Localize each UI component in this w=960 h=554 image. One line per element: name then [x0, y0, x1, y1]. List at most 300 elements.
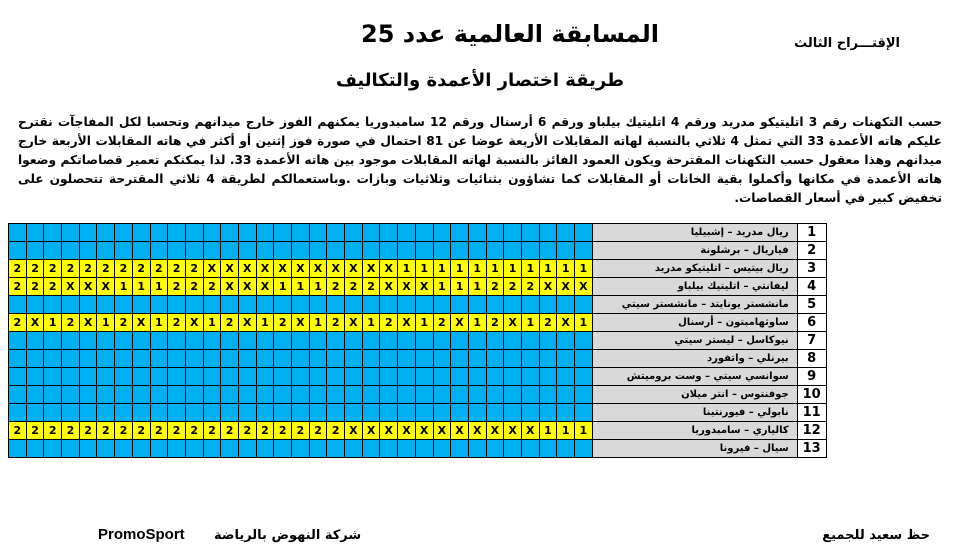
pick-cell: X [486, 422, 504, 440]
pick-cell [451, 242, 469, 260]
pick-cell [539, 332, 557, 350]
pick-cell: 2 [9, 260, 27, 278]
pick-cell: X [415, 278, 433, 296]
pick-cell: 2 [132, 422, 150, 440]
pick-cell [345, 242, 363, 260]
pick-cell [362, 242, 380, 260]
pick-cell [132, 296, 150, 314]
pick-cell [97, 404, 115, 422]
pick-cell: 1 [44, 314, 62, 332]
pick-cell [44, 242, 62, 260]
pick-cell [504, 404, 522, 422]
pick-cell [185, 368, 203, 386]
pick-cell [362, 404, 380, 422]
pick-cell: X [221, 260, 239, 278]
pick-cell [97, 368, 115, 386]
pick-cell [557, 386, 575, 404]
match-number: 2 [797, 242, 826, 260]
match-row [9, 278, 827, 296]
pick-cell [451, 332, 469, 350]
pick-cell [79, 404, 97, 422]
pick-cell [97, 440, 115, 458]
pick-cell: 1 [203, 314, 221, 332]
pick-cell: 2 [168, 314, 186, 332]
pick-cell [309, 242, 327, 260]
pick-cell [221, 242, 239, 260]
pick-cell [309, 224, 327, 242]
pick-cell [468, 242, 486, 260]
match-row [9, 404, 827, 422]
pick-cell [309, 440, 327, 458]
pick-cell [150, 440, 168, 458]
pick-cell [557, 296, 575, 314]
pick-cell: 1 [433, 260, 451, 278]
pick-cell [274, 404, 292, 422]
pick-cell [292, 242, 310, 260]
pick-cell [150, 224, 168, 242]
pick-cell: X [521, 422, 539, 440]
pick-cell [468, 332, 486, 350]
pick-cell [97, 242, 115, 260]
pick-cell [26, 332, 44, 350]
pick-cell: 2 [185, 260, 203, 278]
pick-cell [345, 350, 363, 368]
pick-cell: X [62, 278, 80, 296]
pick-cell [468, 224, 486, 242]
pick-cell [26, 224, 44, 242]
pick-cell [44, 224, 62, 242]
pick-cell [26, 404, 44, 422]
match-name: سوانسي سيتي – وست بروميتش [592, 368, 797, 386]
pick-cell [150, 332, 168, 350]
pick-cell: X [504, 422, 522, 440]
pick-cell [238, 296, 256, 314]
pick-cell [398, 386, 416, 404]
pick-cell [26, 440, 44, 458]
pick-cell [486, 350, 504, 368]
pick-cell [539, 440, 557, 458]
match-row [9, 296, 827, 314]
pick-cell: 1 [398, 260, 416, 278]
pick-cell: 2 [79, 260, 97, 278]
pick-cell [575, 242, 593, 260]
pick-cell [327, 224, 345, 242]
pick-cell [62, 332, 80, 350]
pick-cell [203, 224, 221, 242]
pick-cell [380, 440, 398, 458]
pick-cell [433, 350, 451, 368]
pick-cell [292, 386, 310, 404]
pick-cell: 2 [221, 422, 239, 440]
pick-cell [327, 242, 345, 260]
pick-cell [168, 404, 186, 422]
pick-cell [468, 368, 486, 386]
pick-cell [504, 440, 522, 458]
pick-cell [168, 440, 186, 458]
pick-cell [150, 386, 168, 404]
pick-cell [309, 296, 327, 314]
pick-cell: 2 [62, 260, 80, 278]
pick-cell [9, 224, 27, 242]
pick-cell [380, 386, 398, 404]
pick-cell: 2 [9, 278, 27, 296]
pick-cell [557, 368, 575, 386]
pick-cell [79, 332, 97, 350]
match-row [9, 224, 827, 242]
pick-cell: X [468, 422, 486, 440]
pick-cell [256, 332, 274, 350]
pick-cell [238, 386, 256, 404]
pick-cell [150, 350, 168, 368]
match-name: ليفانتي – اتليتيك بيلباو [592, 278, 797, 296]
match-number: 6 [797, 314, 826, 332]
pick-cell [433, 224, 451, 242]
pick-cell [415, 296, 433, 314]
pick-cell [398, 242, 416, 260]
pick-cell [203, 296, 221, 314]
pick-cell [238, 350, 256, 368]
pick-cell [433, 386, 451, 404]
pick-cell [398, 440, 416, 458]
pick-cell [238, 224, 256, 242]
pick-cell: 1 [150, 278, 168, 296]
pick-cell [292, 368, 310, 386]
prediction-grid [8, 223, 827, 458]
pick-cell [26, 386, 44, 404]
pick-cell [203, 332, 221, 350]
pick-cell [521, 224, 539, 242]
pick-cell: 1 [115, 278, 133, 296]
match-number: 8 [797, 350, 826, 368]
pick-cell [9, 350, 27, 368]
pick-cell [380, 296, 398, 314]
pick-cell: 1 [521, 260, 539, 278]
pick-cell [62, 386, 80, 404]
pick-cell [362, 440, 380, 458]
pick-cell: 2 [168, 278, 186, 296]
pick-cell [97, 350, 115, 368]
pick-cell [79, 224, 97, 242]
pick-cell [504, 386, 522, 404]
pick-cell [539, 350, 557, 368]
match-name: مانشستر يونايتد – مانشستر سيتي [592, 296, 797, 314]
match-row [9, 350, 827, 368]
match-row [9, 260, 827, 278]
pick-cell [521, 440, 539, 458]
pick-cell [415, 368, 433, 386]
pick-cell [521, 296, 539, 314]
pick-cell [44, 386, 62, 404]
footer-slogan: حظ سعيد للجميع [822, 528, 930, 543]
pick-cell [115, 350, 133, 368]
pick-cell [345, 332, 363, 350]
pick-cell: 2 [486, 314, 504, 332]
pick-cell [292, 440, 310, 458]
pick-cell: 1 [415, 260, 433, 278]
pick-cell [433, 296, 451, 314]
pick-cell [115, 242, 133, 260]
pick-cell: 2 [521, 278, 539, 296]
pick-cell [362, 368, 380, 386]
match-number: 11 [797, 404, 826, 422]
pick-cell: X [26, 314, 44, 332]
pick-cell [168, 350, 186, 368]
match-number: 3 [797, 260, 826, 278]
pick-cell: X [415, 422, 433, 440]
pick-cell [575, 224, 593, 242]
pick-cell [309, 350, 327, 368]
description-paragraph: حسب التكهنات رقم 3 اتليتيكو مدريد ورقم 4 اتليتيك بيلباو ورقم 6 أرسنال ورقم 12 سامبدوريا يمكنهم الفوز خارج ميدانهم وتحسبا لكل المفاجآت نقترح عليكم هاته الأعمدة 33 التي تمثل 4 ثلاثي بالنسبة لهاته المقابلات الأربعة عوضا عن 81 احتمال في صورة فوز إثنين أو أكثر في هاته المقابلات الأربعة خارج ميدانهم وهذا معقول حسب التكهنات المقترحة ويكون العمود الفائز بالنسبة لهاته المقابلات موجود بين هاته الأعمدة 33. لذا يمكنكم تعمير قصاصاتكم وضعوا هاته الأعمدة في مكانها وأكملوا بقية الخانات أو المقابلات كما تشاؤون بثنائيات وثلاثيات وبازات .وباستعمالكم لطريقة 4 ثلاثي المقترحة تتحصلون على تخفيض كبير في أسعار القصاصات. [18, 115, 943, 205]
pick-cell [327, 440, 345, 458]
pick-cell [415, 332, 433, 350]
pick-cell [433, 242, 451, 260]
pick-cell [115, 368, 133, 386]
pick-cell [221, 224, 239, 242]
pick-cell [132, 368, 150, 386]
pick-cell [575, 440, 593, 458]
pick-cell: 2 [345, 278, 363, 296]
pick-cell [486, 332, 504, 350]
pick-cell [185, 296, 203, 314]
pick-cell: 1 [362, 314, 380, 332]
pick-cell [44, 332, 62, 350]
pick-cell: 2 [62, 314, 80, 332]
pick-cell [486, 224, 504, 242]
pick-cell: X [557, 278, 575, 296]
pick-cell [504, 224, 522, 242]
pick-cell: 2 [168, 260, 186, 278]
pick-cell [221, 332, 239, 350]
pick-cell: 2 [9, 314, 27, 332]
pick-cell [575, 404, 593, 422]
pick-cell [380, 350, 398, 368]
pick-cell [44, 404, 62, 422]
pick-cell [274, 242, 292, 260]
pick-cell [380, 332, 398, 350]
pick-cell [468, 296, 486, 314]
pick-cell [79, 368, 97, 386]
pick-cell [557, 332, 575, 350]
pick-cell [44, 296, 62, 314]
match-name: ريال مدريد – إشبيليا [592, 224, 797, 242]
pick-cell: 1 [504, 260, 522, 278]
pick-cell: X [557, 314, 575, 332]
pick-cell [62, 368, 80, 386]
pick-cell [185, 332, 203, 350]
pick-cell: X [292, 260, 310, 278]
pick-cell [521, 350, 539, 368]
pick-cell: X [238, 260, 256, 278]
match-number: 1 [797, 224, 826, 242]
pick-cell [221, 368, 239, 386]
pick-cell [132, 242, 150, 260]
pick-cell: X [398, 314, 416, 332]
pick-cell [451, 404, 469, 422]
pick-cell: 2 [115, 314, 133, 332]
pick-cell [486, 440, 504, 458]
pick-cell [486, 404, 504, 422]
match-name: فياريال – برشلونة [592, 242, 797, 260]
pick-cell [256, 368, 274, 386]
pick-cell [575, 350, 593, 368]
pick-cell [62, 404, 80, 422]
match-number: 10 [797, 386, 826, 404]
pick-cell [521, 368, 539, 386]
pick-cell: X [575, 278, 593, 296]
pick-cell: 1 [309, 278, 327, 296]
pick-cell: 1 [539, 422, 557, 440]
pick-cell [292, 350, 310, 368]
pick-cell [97, 386, 115, 404]
pick-cell [238, 332, 256, 350]
pick-cell [451, 440, 469, 458]
pick-cell: X [132, 314, 150, 332]
pick-cell: 1 [132, 278, 150, 296]
pick-cell [362, 386, 380, 404]
pick-cell: 2 [486, 278, 504, 296]
pick-cell [521, 242, 539, 260]
pick-cell: 2 [504, 278, 522, 296]
pick-cell [274, 386, 292, 404]
pick-cell: 1 [468, 278, 486, 296]
pick-cell [345, 386, 363, 404]
pick-cell [398, 224, 416, 242]
pick-cell [256, 242, 274, 260]
pick-cell [168, 386, 186, 404]
pick-cell [274, 332, 292, 350]
pick-cell [9, 440, 27, 458]
pick-cell [575, 368, 593, 386]
pick-cell [415, 350, 433, 368]
pick-cell [433, 368, 451, 386]
pick-cell [150, 404, 168, 422]
pick-cell: 1 [468, 314, 486, 332]
pick-cell: X [398, 422, 416, 440]
pick-cell: 2 [44, 278, 62, 296]
pick-cell [380, 404, 398, 422]
pick-cell [62, 350, 80, 368]
match-row [9, 242, 827, 260]
pick-cell: X [380, 260, 398, 278]
pick-cell [468, 404, 486, 422]
pick-cell [380, 368, 398, 386]
pick-cell [345, 224, 363, 242]
match-name: نابولي – فيورنتينا [592, 404, 797, 422]
pick-cell: 2 [44, 422, 62, 440]
pick-cell [398, 332, 416, 350]
match-row [9, 440, 827, 458]
pick-cell [575, 332, 593, 350]
pick-cell [97, 332, 115, 350]
pick-cell: 1 [309, 314, 327, 332]
pick-cell [256, 350, 274, 368]
pick-cell [327, 296, 345, 314]
pick-cell: X [97, 278, 115, 296]
pick-cell [203, 440, 221, 458]
pick-cell: 2 [97, 260, 115, 278]
pick-cell: 2 [203, 278, 221, 296]
pick-cell [185, 404, 203, 422]
match-row [9, 386, 827, 404]
pick-cell [115, 332, 133, 350]
pick-cell: 1 [557, 260, 575, 278]
footer-brand: PromoSport [98, 526, 185, 543]
pick-cell [521, 404, 539, 422]
pick-cell [132, 404, 150, 422]
pick-cell: X [79, 278, 97, 296]
pick-cell: 2 [115, 260, 133, 278]
pick-cell [9, 404, 27, 422]
pick-cell [26, 296, 44, 314]
pick-cell [203, 404, 221, 422]
pick-cell [539, 368, 557, 386]
pick-cell: X [451, 422, 469, 440]
pick-cell [415, 242, 433, 260]
pick-cell [256, 296, 274, 314]
pick-cell [238, 404, 256, 422]
pick-cell [221, 386, 239, 404]
pick-cell [433, 404, 451, 422]
pick-cell [221, 404, 239, 422]
pick-cell: 1 [575, 314, 593, 332]
pick-cell [203, 242, 221, 260]
pick-cell: X [274, 260, 292, 278]
pick-cell [62, 224, 80, 242]
pick-cell [274, 296, 292, 314]
pick-cell [468, 440, 486, 458]
match-row [9, 332, 827, 350]
proposal-label: الإقتـــراح الثالث [794, 36, 900, 51]
match-number: 7 [797, 332, 826, 350]
pick-cell [575, 296, 593, 314]
pick-cell [309, 368, 327, 386]
pick-cell: 1 [486, 260, 504, 278]
pick-cell [327, 350, 345, 368]
match-name: جوفنتوس – انتر ميلان [592, 386, 797, 404]
pick-cell: X [398, 278, 416, 296]
pick-cell: X [362, 260, 380, 278]
pick-cell [26, 242, 44, 260]
pick-cell: 2 [203, 422, 221, 440]
pick-cell: 2 [97, 422, 115, 440]
pick-cell [345, 296, 363, 314]
pick-cell [115, 404, 133, 422]
pick-cell: 1 [97, 314, 115, 332]
pick-cell: 1 [539, 260, 557, 278]
pick-cell [274, 368, 292, 386]
pick-cell: 2 [539, 314, 557, 332]
pick-cell [9, 386, 27, 404]
pick-cell [504, 332, 522, 350]
pick-cell [221, 350, 239, 368]
pick-cell: 2 [256, 422, 274, 440]
pick-cell [504, 350, 522, 368]
pick-cell: X [238, 314, 256, 332]
pick-cell: X [256, 260, 274, 278]
pick-cell [185, 242, 203, 260]
pick-cell: 1 [150, 314, 168, 332]
pick-cell: 2 [62, 422, 80, 440]
match-row [9, 422, 827, 440]
pick-cell: 1 [274, 278, 292, 296]
pick-cell [380, 224, 398, 242]
pick-cell [433, 332, 451, 350]
pick-cell [327, 368, 345, 386]
pick-cell [327, 332, 345, 350]
match-name: سيال – فيرونا [592, 440, 797, 458]
pick-cell [132, 332, 150, 350]
match-row [9, 368, 827, 386]
